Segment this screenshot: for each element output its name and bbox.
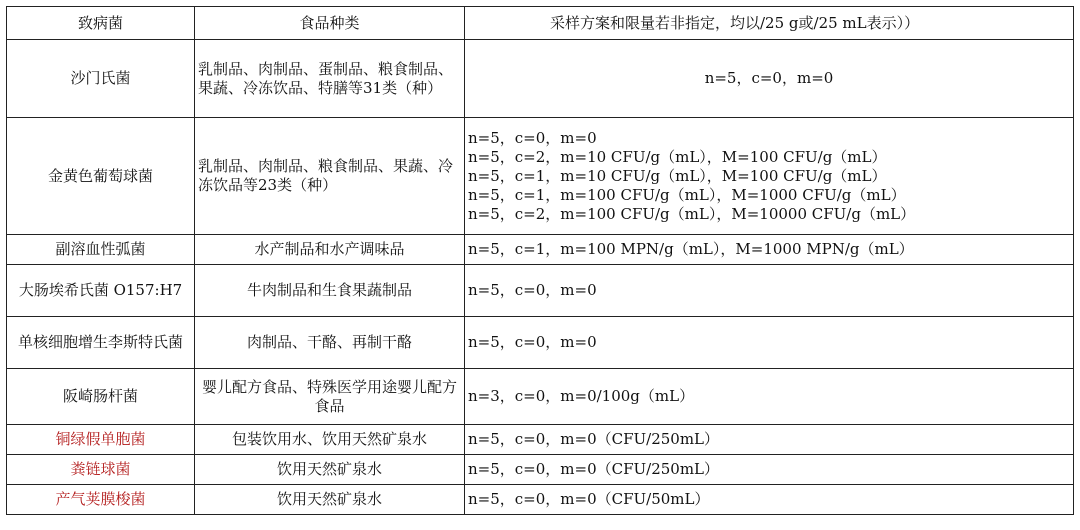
header-row (7, 7, 1074, 40)
sampling-line: n=5，c=0，m=0（CFU/250mL） (468, 430, 720, 448)
pathogen-cell: 沙门氏菌 (7, 40, 195, 118)
criteria-table-container (6, 6, 1073, 515)
header-sampling-plan: 采样方案和限量若非指定，均以/25 g或/25 mL表示）） (465, 7, 1074, 40)
table-row (7, 118, 1074, 235)
sampling-line: n=5，c=1，m=10 CFU/g（mL），M=100 CFU/g（mL） (468, 166, 887, 185)
food-category-cell: 水产制品和水产调味品 (195, 235, 465, 265)
sampling-line: n=5，c=2，m=100 CFU/g（mL），M=10000 CFU/g（mL） (468, 204, 916, 223)
pathogen-cell: 阪崎肠杆菌 (7, 369, 195, 425)
sampling-line: n=5，c=1，m=100 MPN/g（mL），M=1000 MPN/g（mL） (468, 240, 914, 258)
sampling-line: n=5，c=0，m=0 (468, 333, 597, 351)
table-row (7, 235, 1074, 265)
food-category-cell: 饮用天然矿泉水 (195, 485, 465, 515)
table-row (7, 317, 1074, 369)
pathogen-cell: 铜绿假单胞菌 (7, 425, 195, 455)
food-category-cell: 牛肉制品和生食果蔬制品 (195, 265, 465, 317)
table-row (7, 369, 1074, 425)
sampling-plan-cell (465, 40, 1074, 118)
table-row (7, 265, 1074, 317)
sampling-line: n=5，c=0，m=0 (468, 281, 597, 299)
pathogen-cell: 粪链球菌 (7, 455, 195, 485)
sampling-plan-cell (465, 265, 1074, 317)
sampling-plan-cell (465, 425, 1074, 455)
header-food-category: 食品种类 (195, 7, 465, 40)
sampling-line: n=5，c=1，m=100 CFU/g（mL），M=1000 CFU/g（mL） (468, 185, 906, 204)
table-row (7, 485, 1074, 515)
sampling-plan-cell (465, 118, 1074, 235)
sampling-line: n=5，c=2，m=10 CFU/g（mL），M=100 CFU/g（mL） (468, 147, 887, 166)
sampling-plan-cell (465, 369, 1074, 425)
pathogen-cell: 金黄色葡萄球菌 (7, 118, 195, 235)
food-category-cell: 饮用天然矿泉水 (195, 455, 465, 485)
food-category-cell: 包装饮用水、饮用天然矿泉水 (195, 425, 465, 455)
table-row (7, 455, 1074, 485)
pathogen-cell: 副溶血性弧菌 (7, 235, 195, 265)
header-pathogen: 致病菌 (7, 7, 195, 40)
pathogen-cell: 大肠埃希氏菌 O157:H7 (7, 265, 195, 317)
pathogen-criteria-table (6, 6, 1074, 515)
sampling-line: n=5，c=0，m=0 (468, 128, 597, 147)
table-row (7, 425, 1074, 455)
sampling-plan-cell (465, 317, 1074, 369)
pathogen-cell: 单核细胞增生李斯特氏菌 (7, 317, 195, 369)
sampling-line: n=5，c=0，m=0 (704, 69, 834, 87)
pathogen-cell: 产气荚膜梭菌 (7, 485, 195, 515)
food-category-cell: 乳制品、肉制品、粮食制品、果蔬、冷冻饮品等23类（种） (195, 118, 465, 235)
food-category-cell: 乳制品、肉制品、蛋制品、粮食制品、果蔬、冷冻饮品、特膳等31类（种） (195, 40, 465, 118)
food-category-cell: 婴儿配方食品、特殊医学用途婴儿配方食品 (195, 369, 465, 425)
table-row (7, 40, 1074, 118)
sampling-plan-cell (465, 485, 1074, 515)
food-category-cell: 肉制品、干酪、再制干酪 (195, 317, 465, 369)
sampling-line: n=5，c=0，m=0（CFU/250mL） (468, 460, 720, 478)
sampling-line: n=5，c=0，m=0（CFU/50mL） (468, 490, 710, 508)
sampling-line: n=3，c=0，m=0/100g（mL） (468, 387, 695, 405)
sampling-plan-cell (465, 235, 1074, 265)
sampling-plan-cell (465, 455, 1074, 485)
